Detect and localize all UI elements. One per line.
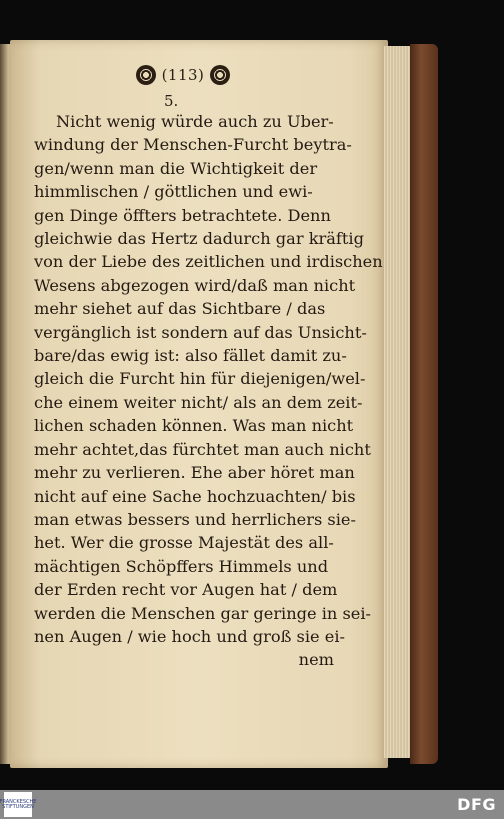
text-line: himmlischen / göttlichen und ewi- bbox=[34, 182, 313, 202]
ornament-left-icon bbox=[136, 65, 156, 85]
text-line: che einem weiter nicht/ als an dem zeit- bbox=[34, 392, 363, 412]
text-line: lichen schaden können. Was man nicht bbox=[34, 416, 354, 436]
text-line: nicht auf eine Sache hochzuachten/ bis bbox=[34, 486, 356, 506]
text-line: nen Augen / wie hoch und groß sie ei- bbox=[34, 626, 345, 646]
text-line: vergänglich ist sondern auf das Unsicht- bbox=[34, 322, 367, 342]
dfg-logo[interactable]: DFG bbox=[457, 795, 496, 814]
text-line: het. Wer die grosse Majestät des all- bbox=[34, 533, 334, 553]
text-line: gen/wenn man die Wichtigkeit der bbox=[34, 158, 318, 178]
text-line: werden die Menschen gar geringe in sei- bbox=[34, 603, 372, 623]
text-line: von der Liebe des zeitlichen und irdischen bbox=[34, 252, 383, 272]
text-line: mehr siehet auf das Sichtbare / das bbox=[34, 299, 326, 319]
text-line: der Erden recht vor Augen hat / dem bbox=[34, 580, 338, 600]
text-line: bare/das ewig ist: also fället damit zu- bbox=[34, 346, 347, 366]
library-logo-text: FRANCKESCHE STIFTUNGEN bbox=[0, 798, 37, 810]
section-number: 5. bbox=[164, 92, 179, 110]
page-stack-edge bbox=[384, 46, 412, 758]
text-line: Wesens abgezogen wird/daß man nicht bbox=[34, 275, 356, 295]
body-text bbox=[34, 110, 383, 672]
ornament-right-icon bbox=[210, 65, 230, 85]
text-line: mächtigen Schöpffers Himmels und bbox=[34, 556, 329, 576]
text-line: gleich die Furcht hin für diejenigen/wel- bbox=[34, 369, 366, 389]
text-line: gen Dinge öffters betrachtete. Denn bbox=[34, 205, 331, 225]
page-header bbox=[128, 62, 238, 88]
text-line-catchword: nem bbox=[298, 650, 334, 670]
text-line: mehr zu verlieren. Ehe aber höret man bbox=[34, 463, 355, 483]
page-number: (113) bbox=[161, 66, 205, 84]
text-line: windung der Menschen-Furcht beytra- bbox=[34, 135, 352, 155]
text-line: man etwas bessers und herrlichers sie- bbox=[34, 509, 356, 529]
book-cover-edge bbox=[410, 44, 438, 764]
text-line: gleichwie das Hertz dadurch gar kräftig bbox=[34, 229, 364, 249]
viewer-footer bbox=[0, 790, 504, 819]
text-line: mehr achtet,das fürchtet man auch nicht bbox=[34, 439, 371, 459]
text-line: Nicht wenig würde auch zu Uber- bbox=[56, 112, 334, 131]
library-logo[interactable] bbox=[0, 792, 37, 817]
